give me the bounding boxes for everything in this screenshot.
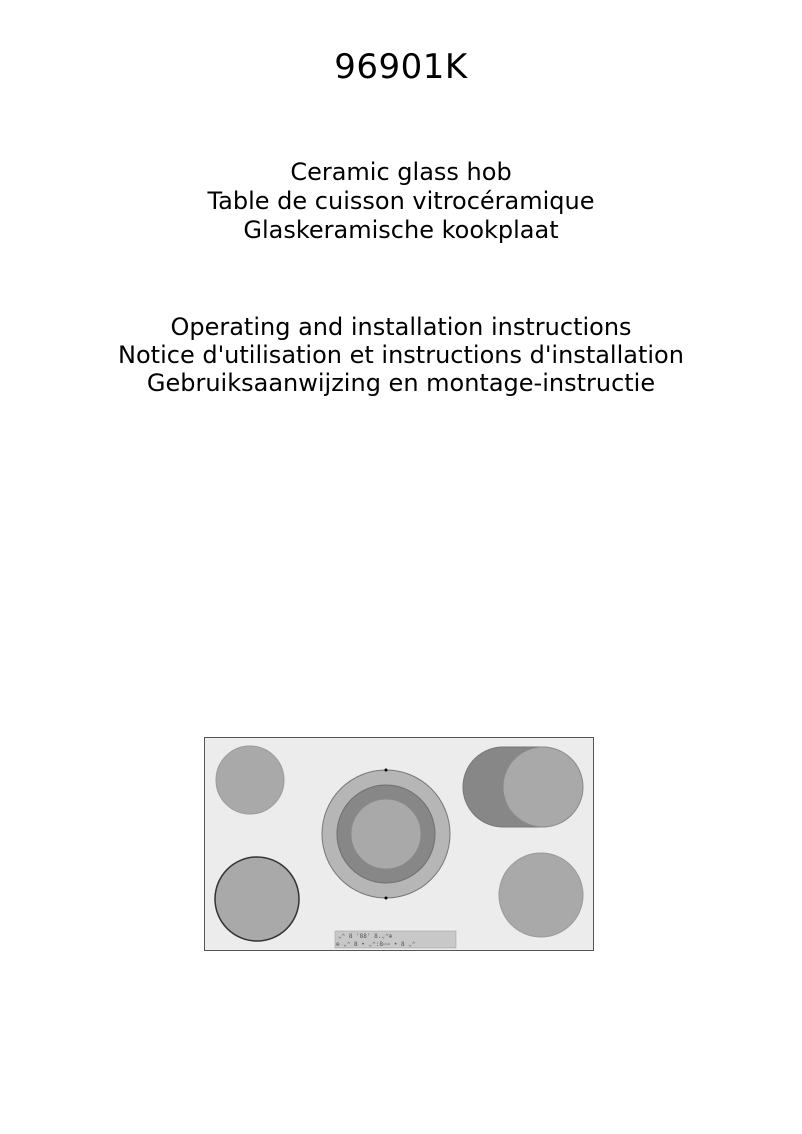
model-number: 96901K [334,47,468,87]
manual-title-block [0,313,802,397]
manual-title-fr: Notice d'utilisation et instructions d'installation [118,341,684,369]
centre-zone-marker-top [385,769,388,772]
product-name-fr: Table de cuisson vitrocéramique [207,187,595,215]
cooking-zone-rear-left [216,746,284,814]
product-name-nl: Glaskeramische kookplaat [243,216,559,244]
manual-title-nl: Gebruiksaanwijzing en montage-instructie [146,369,656,397]
cooking-zone-rear-right [503,747,583,827]
cooking-zone-front-left [215,857,299,941]
product-name-block [0,158,802,245]
control-panel-row-2: ⊕ ⌄⌃ 8 • ⌄⌃:8⋯⋯ • 8 ⌄⌃ [336,941,416,948]
cooking-zone-front-right [499,853,583,937]
manual-title-en: Operating and installation instructions [170,313,632,341]
control-panel-row-1: ⌄⌃ 8 '88' 8.⌄⌃⊕ [338,933,393,940]
product-name-en: Ceramic glass hob [290,158,512,186]
hob-illustration [204,737,594,951]
cooking-zone-centre-inner [351,799,421,869]
centre-zone-marker-bottom [385,897,388,900]
